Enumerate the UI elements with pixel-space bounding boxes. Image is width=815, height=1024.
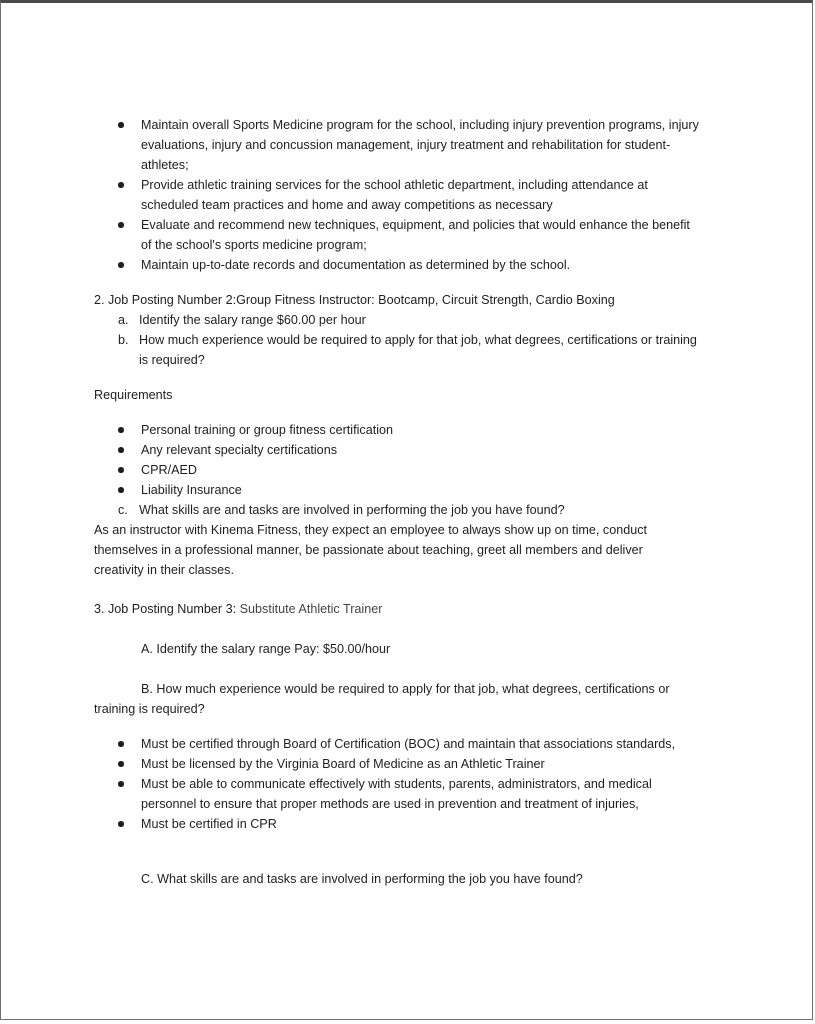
job2-question-c: [114, 500, 699, 520]
job3-question-c: C. What skills are and tasks are involved in performing the job you have found?: [141, 872, 583, 886]
job2-heading: 2. Job Posting Number 2:Group Fitness Instructor: Bootcamp, Circuit Strength, Cardio Boxing: [94, 293, 615, 307]
list-item: Maintain up-to-date records and documentation as determined by the school.: [114, 255, 699, 275]
list-item: Must be certified through Board of Certification (BOC) and maintain that associations standards,: [114, 734, 704, 754]
list-item: Personal training or group fitness certification: [114, 420, 699, 440]
list-item: Must be able to communicate effectively with students, parents, administrators, and medical personnel to ensure that proper methods are used in prevention and treatment of injuries,: [114, 774, 704, 814]
job3-question-a: A. Identify the salary range Pay: $50.00/hour: [141, 642, 391, 656]
list-item: Must be licensed by the Virginia Board of Medicine as an Athletic Trainer: [114, 754, 704, 774]
job2-answer: As an instructor with Kinema Fitness, they expect an employee to always show up on time, conduct themselves in a professional manner, be passionate about teaching, greet all members and deliver creativity in their classes.: [94, 523, 647, 577]
list-item: Must be certified in CPR: [114, 814, 704, 834]
list-item: Evaluate and recommend new techniques, equipment, and policies that would enhance the benefit of the school's sports medicine program;: [114, 215, 699, 255]
list-item: Liability Insurance: [114, 480, 699, 500]
list-item: CPR/AED: [114, 460, 699, 480]
list-item: a. Identify the salary range $60.00 per hour: [118, 313, 366, 327]
job3-heading: 3. Job Posting Number 3: Substitute Athletic Trainer: [94, 602, 383, 616]
job3-title: Substitute Athletic Trainer: [239, 602, 383, 616]
job3-requirements-list: [114, 734, 704, 834]
list-item: Any relevant specialty certifications: [114, 440, 699, 460]
list-item: c. What skills are and tasks are involved in performing the job you have found?: [118, 503, 565, 517]
requirements-label: Requirements: [94, 388, 173, 402]
job2-question-list: [114, 310, 699, 370]
job3-question-b: B. How much experience would be required to apply for that job, what degrees, certifications or training is required?: [94, 682, 670, 716]
intro-bullet-list: [114, 115, 699, 275]
job2-requirements-list: [114, 420, 699, 500]
list-item: Provide athletic training services for the school athletic department, including attendance at scheduled team practices and home and away competitions as necessary: [114, 175, 699, 215]
list-item: Maintain overall Sports Medicine program for the school, including injury prevention programs, injury evaluations, injury and concussion management, injury treatment and rehabilitation for student-athletes;: [114, 115, 699, 175]
list-item: b. How much experience would be required to apply for that job, what degrees, certifications or training is required?: [118, 333, 697, 367]
